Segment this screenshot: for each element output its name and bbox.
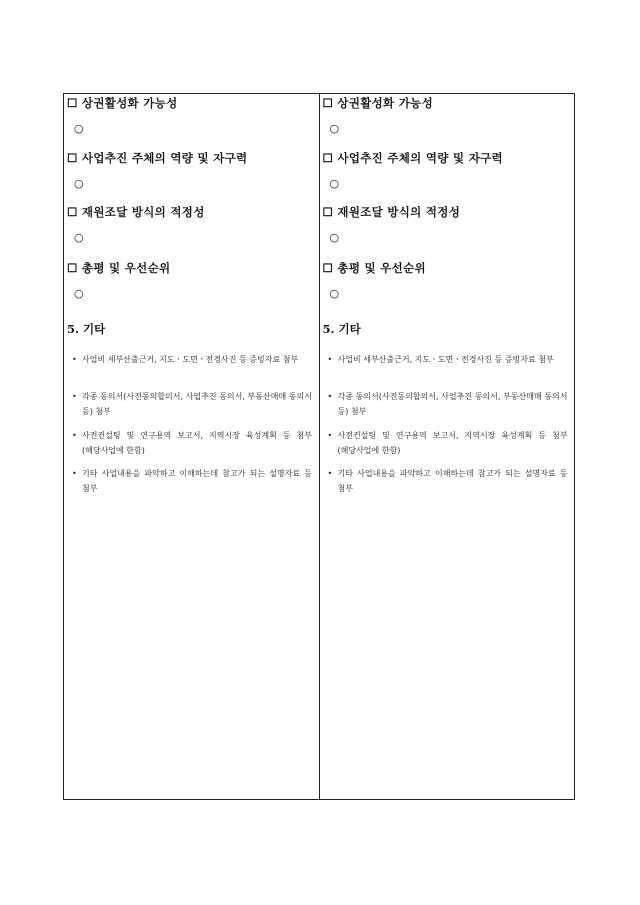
review-table	[63, 93, 575, 800]
note-item	[72, 428, 312, 458]
criterion-heading-overall: ☐ 총평 및 우선순위	[322, 261, 426, 275]
criterion-heading-funding: ☐ 재원조달 방식의 적정성	[322, 205, 461, 219]
note-item	[72, 352, 312, 367]
criterion-item-commercial-revitalization: ○	[329, 122, 340, 135]
review-column-right	[319, 94, 575, 799]
criterion-item-funding: ○	[74, 231, 84, 244]
criterion-heading-commercial-revitalization: ☐ 상권활성화 가능성	[322, 96, 433, 110]
bullet-icon: •	[72, 469, 77, 478]
note-item	[72, 389, 312, 419]
bullet-icon: •	[327, 431, 333, 440]
criterion-heading-funding: ☐ 재원조달 방식의 적정성	[67, 205, 205, 219]
bullet-icon: •	[327, 469, 333, 478]
note-item	[328, 389, 568, 419]
criterion-item-funding: ○	[329, 231, 340, 244]
bullet-icon: •	[72, 431, 77, 440]
review-column-left	[64, 94, 319, 799]
criterion-item-capability: ○	[329, 177, 340, 190]
section-title-other: 5. 기타	[67, 322, 106, 336]
criterion-heading-commercial-revitalization: ☐ 상권활성화 가능성	[67, 96, 178, 110]
criterion-item-capability: ○	[74, 177, 84, 190]
note-text: 기타 사업내용을 파악하고 이해하는데 참고가 되는 설명자료 등 첨부	[337, 469, 568, 493]
note-text: 각종 동의서(사전동의합의서, 사업추진 동의서, 부동산매매 동의서 등) 첨부	[82, 392, 312, 416]
note-text: 사전컨설팅 및 연구용역 보고서, 지역시장 육성계획 등 첨부 (해당사업에 한함)	[337, 431, 568, 455]
note-item	[328, 352, 568, 367]
bullet-icon: •	[72, 355, 77, 364]
criterion-heading-overall: ☐ 총평 및 우선순위	[67, 261, 171, 275]
note-text: 각종 동의서(사전동의합의서, 사업추진 동의서, 부동산매매 동의서 등) 첨부	[337, 392, 568, 416]
bullet-icon: •	[327, 355, 333, 364]
note-item	[328, 428, 568, 458]
note-item	[72, 466, 312, 496]
bullet-icon: •	[327, 392, 333, 401]
criterion-item-commercial-revitalization: ○	[74, 122, 84, 135]
section-title-other: 5. 기타	[322, 322, 361, 336]
note-text: 사업비 세부산출근거, 지도ㆍ도면ㆍ전경사진 등 증빙자료 첨부	[337, 355, 554, 364]
note-text: 사전컨설팅 및 연구용역 보고서, 지역시장 육성계획 등 첨부 (해당사업에 한함)	[82, 431, 312, 455]
criterion-item-overall: ○	[329, 287, 340, 300]
note-item	[328, 466, 568, 496]
note-text: 사업비 세부산출근거, 지도ㆍ도면ㆍ전경사진 등 증빙자료 첨부	[82, 355, 299, 364]
criterion-heading-capability: ☐ 사업추진 주체의 역량 및 자구력	[67, 151, 248, 165]
criterion-heading-capability: ☐ 사업추진 주체의 역량 및 자구력	[322, 151, 503, 165]
note-text: 기타 사업내용을 파악하고 이해하는데 참고가 되는 설명자료 등 첨부	[82, 469, 312, 493]
criterion-item-overall: ○	[74, 287, 84, 300]
bullet-icon: •	[72, 392, 77, 401]
